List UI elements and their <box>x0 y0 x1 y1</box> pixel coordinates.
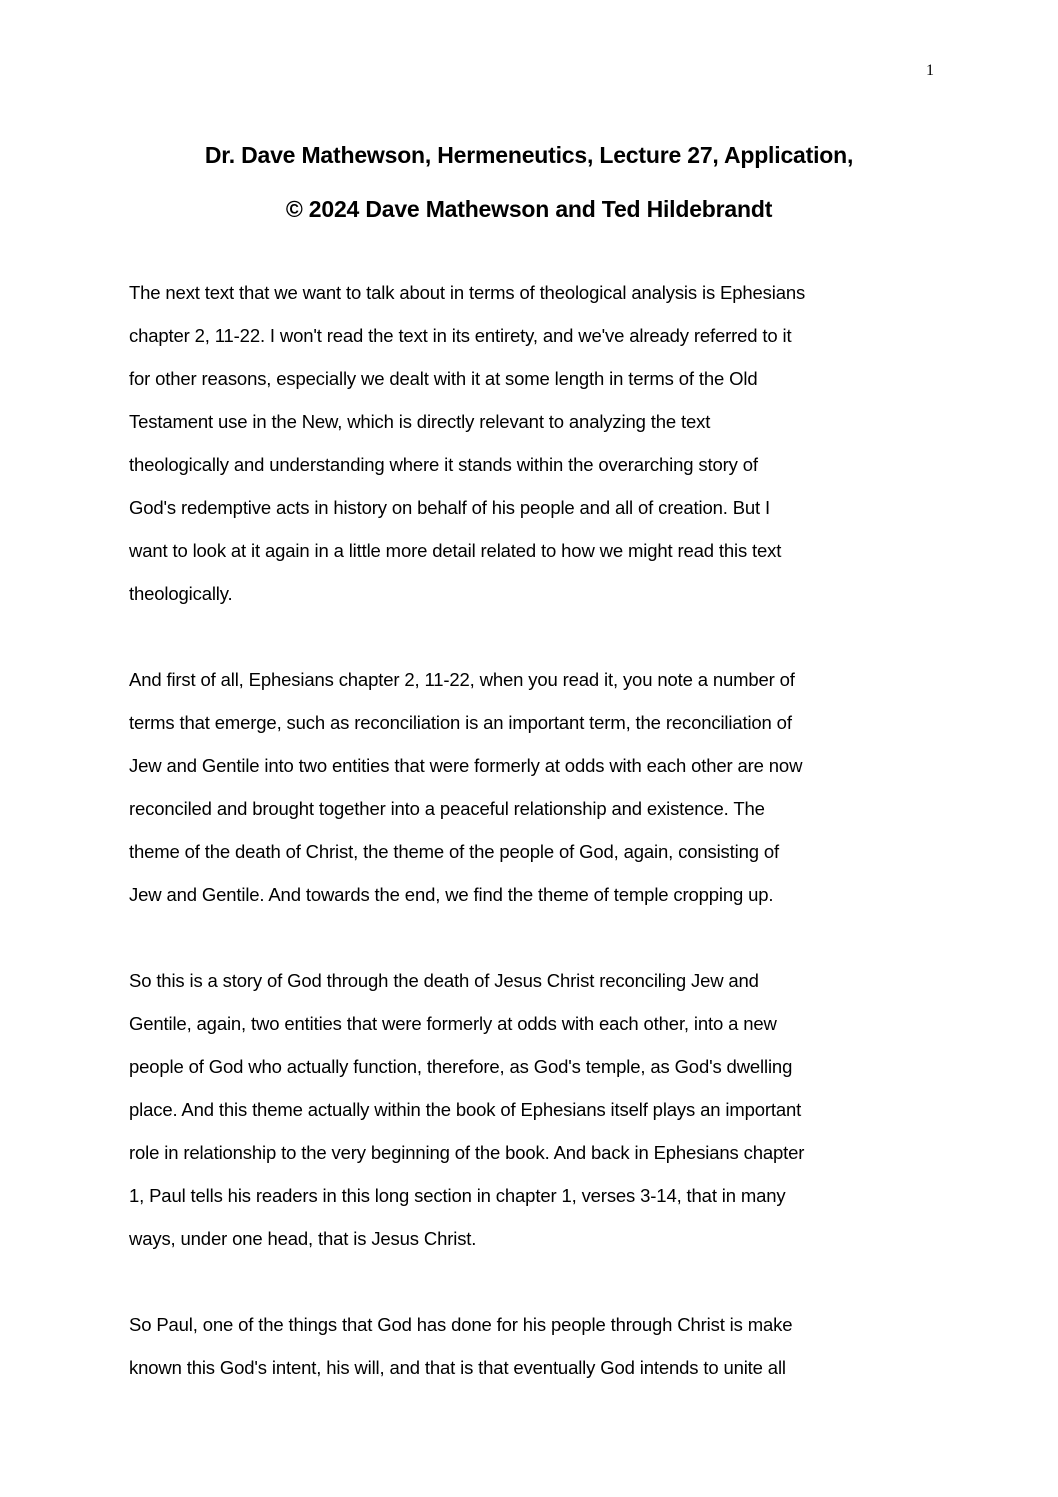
text-line: terms that emerge, such as reconciliation is an important term, the reconciliation of <box>129 712 792 733</box>
text-line: 1, Paul tells his readers in this long section in chapter 1, verses 3-14, that in many <box>129 1185 786 1206</box>
text-line: ways, under one head, that is Jesus Christ. <box>129 1228 477 1249</box>
text-line: for other reasons, especially we dealt with it at some length in terms of the Old <box>129 368 758 389</box>
text-line: Jew and Gentile into two entities that were formerly at odds with each other are now <box>129 755 803 776</box>
document-title <box>0 128 1058 236</box>
text-line: So this is a story of God through the death of Jesus Christ reconciling Jew and <box>129 970 759 991</box>
text-line: known this God's intent, his will, and that is that eventually God intends to unite all <box>129 1357 786 1378</box>
page-number: 1 <box>926 62 934 79</box>
text-line: God's redemptive acts in history on behalf of his people and all of creation. But I <box>129 497 771 518</box>
text-line: So Paul, one of the things that God has done for his people through Christ is make <box>129 1314 793 1335</box>
text-line: Jew and Gentile. And towards the end, we find the theme of temple cropping up. <box>129 884 774 905</box>
paragraph-2 <box>129 658 929 916</box>
text-line: theologically. <box>129 583 233 604</box>
text-line: Testament use in the New, which is directly relevant to analyzing the text <box>129 411 711 432</box>
text-line: role in relationship to the very beginning of the book. And back in Ephesians chapter <box>129 1142 805 1163</box>
body-text <box>129 271 929 1432</box>
text-line: chapter 2, 11-22. I won't read the text in its entirety, and we've already referred to it <box>129 325 792 346</box>
text-line: place. And this theme actually within the book of Ephesians itself plays an important <box>129 1099 802 1120</box>
paragraph-3 <box>129 959 929 1260</box>
text-line: reconciled and brought together into a peaceful relationship and existence. The <box>129 798 765 819</box>
title-line-2: © 2024 Dave Mathewson and Ted Hildebrandt <box>285 196 773 222</box>
title-line-1: Dr. Dave Mathewson, Hermeneutics, Lecture 27, Application, <box>204 142 854 168</box>
paragraph-1 <box>129 271 929 615</box>
text-line: people of God who actually function, therefore, as God's temple, as God's dwelling <box>129 1056 793 1077</box>
text-line: want to look at it again in a little more detail related to how we might read this text <box>129 540 782 561</box>
text-line: Gentile, again, two entities that were formerly at odds with each other, into a new <box>129 1013 777 1034</box>
text-line: theme of the death of Christ, the theme of the people of God, again, consisting of <box>129 841 780 862</box>
text-line: theologically and understanding where it stands within the overarching story of <box>129 454 758 475</box>
text-line: The next text that we want to talk about in terms of theological analysis is Ephesians <box>129 282 806 303</box>
paragraph-4 <box>129 1303 929 1389</box>
text-line: And first of all, Ephesians chapter 2, 11-22, when you read it, you note a number of <box>129 669 795 690</box>
